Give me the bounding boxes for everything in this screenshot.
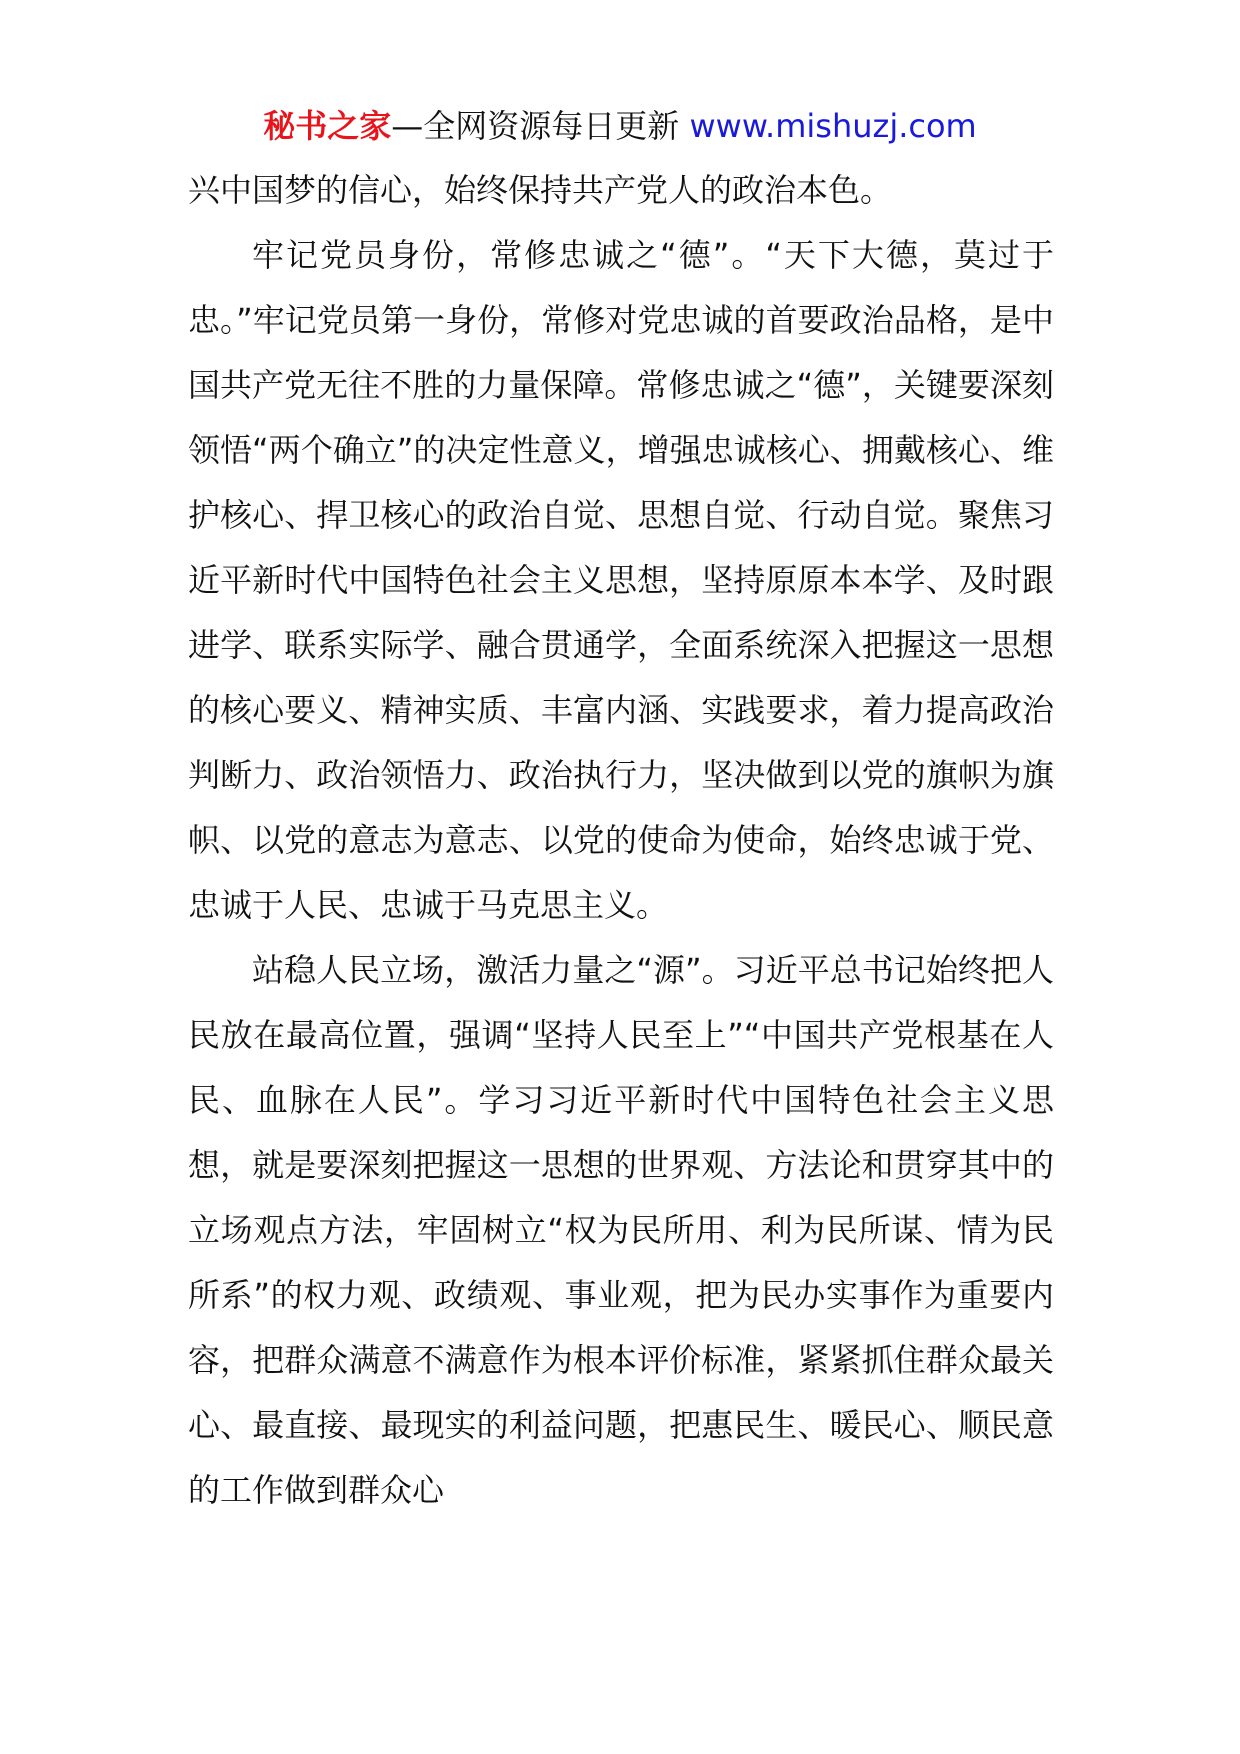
document-body (188, 158, 1054, 1523)
paragraph-people: 站稳人民立场，激活力量之“源”。习近平总书记始终把人民放在最高位置，强调“坚持人民至上”“中国共产党根基在人民、血脉在人民”。学习习近平新时代中国特色社会主义思想，就是要深刻把握这一思想的世界观、方法论和贯穿其中的立场观点方法，牢固树立“权为民所用、利为民所谋、情为民所系”的权力观、政绩观、事业观，把为民办实事作为重要内容，把群众满意不满意作为根本评价标准，紧紧抓住群众最关心、最直接、最现实的利益问题，把惠民生、暖民心、顺民意的工作做到群众心 (188, 951, 1054, 1509)
website-link[interactable]: www.mishuzj.com (689, 107, 977, 145)
brand-name: 秘书之家 (263, 107, 392, 145)
header-tagline: —全网资源每日更新 (391, 107, 680, 145)
paragraph-loyalty: 牢记党员身份，常修忠诚之“德”。“天下大德，莫过于忠。”牢记党员第一身份，常修对党忠诚的首要政治品格，是中国共产党无往不胜的力量保障。常修忠诚之“德”，关键要深刻领悟“两个确立”的决定性意义，增强忠诚核心、拥戴核心、维护核心、捍卫核心的政治自觉、思想自觉、行动自觉。聚焦习近平新时代中国特色社会主义思想，坚持原原本本学、及时跟进学、联系实际学、融合贯通学，全面系统深入把握这一思想的核心要义、精神实质、丰富内涵、实践要求，着力提高政治判断力、政治领悟力、政治执行力，坚决做到以党的旗帜为旗帜、以党的意志为意志、以党的使命为使命，始终忠诚于党、忠诚于人民、忠诚于马克思主义。 (188, 236, 1054, 924)
page-header (0, 104, 1240, 148)
paragraph-continuation: 兴中国梦的信心，始终保持共产党人的政治本色。 (188, 171, 893, 209)
